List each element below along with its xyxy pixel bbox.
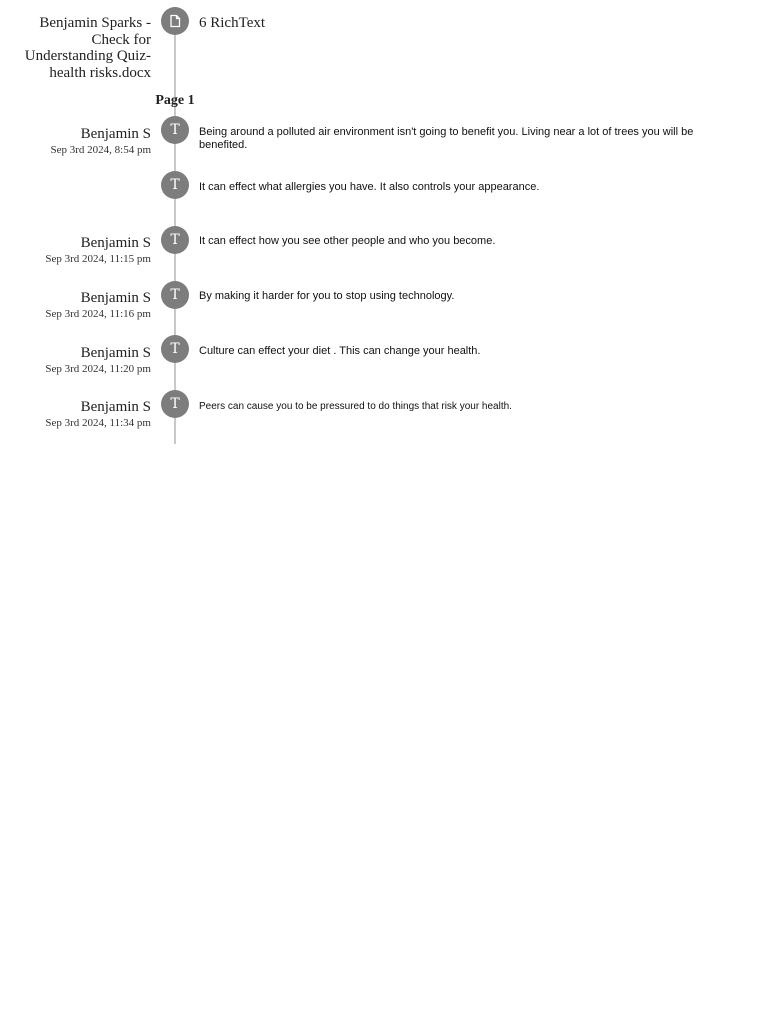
entry-timestamp: Sep 3rd 2024, 11:34 pm: [45, 417, 151, 429]
entry-author: Benjamin S: [80, 290, 151, 306]
entry-timestamp: Sep 3rd 2024, 8:54 pm: [50, 144, 151, 156]
entry-text: By making it harder for you to stop using technology.: [199, 290, 455, 302]
text-type-icon: T: [170, 177, 180, 193]
text-entry-node: [161, 116, 189, 144]
entry-author: Benjamin S: [80, 345, 151, 361]
entry-author-block: [1, 398, 151, 430]
entry-author-block: [1, 344, 151, 376]
text-type-icon: T: [170, 287, 180, 303]
text-type-icon: T: [170, 396, 180, 412]
text-type-icon: T: [170, 341, 180, 357]
text-entry-node: [161, 226, 189, 254]
document-node: [161, 7, 189, 35]
text-entry-node: [161, 335, 189, 363]
document-icon: [168, 14, 182, 28]
text-entry-node: [161, 281, 189, 309]
text-type-icon: T: [170, 122, 180, 138]
entry-author-block: [1, 234, 151, 266]
entry-text: Peers can cause you to be pressured to do things that risk your health.: [199, 401, 512, 412]
entry-text: Being around a polluted air environment isn't going to benefit you. Living near a lot of trees you will be benefited.: [199, 126, 694, 151]
text-entry-node: [161, 171, 189, 199]
text-type-icon: T: [170, 232, 180, 248]
page-label: Page 1: [155, 93, 195, 108]
entry-author: Benjamin S: [80, 126, 151, 142]
entry-text: It can effect what allergies you have. It also controls your appearance.: [199, 181, 540, 193]
entry-timestamp: Sep 3rd 2024, 11:16 pm: [45, 308, 151, 320]
document-title: Benjamin Sparks - Check for Understanding Quiz- health risks.docx: [24, 15, 151, 81]
entry-timestamp: Sep 3rd 2024, 11:20 pm: [45, 363, 151, 375]
entry-author-block: [1, 289, 151, 321]
entry-text: Culture can effect your diet . This can change your health.: [199, 345, 481, 357]
entry-text: It can effect how you see other people and who you become.: [199, 235, 496, 247]
entry-author: Benjamin S: [80, 399, 151, 415]
text-entry-node: [161, 390, 189, 418]
entry-author: Benjamin S: [80, 235, 151, 251]
document-type-label: 6 RichText: [199, 15, 266, 31]
entry-author-block: [1, 125, 151, 157]
entry-timestamp: Sep 3rd 2024, 11:15 pm: [45, 253, 151, 265]
